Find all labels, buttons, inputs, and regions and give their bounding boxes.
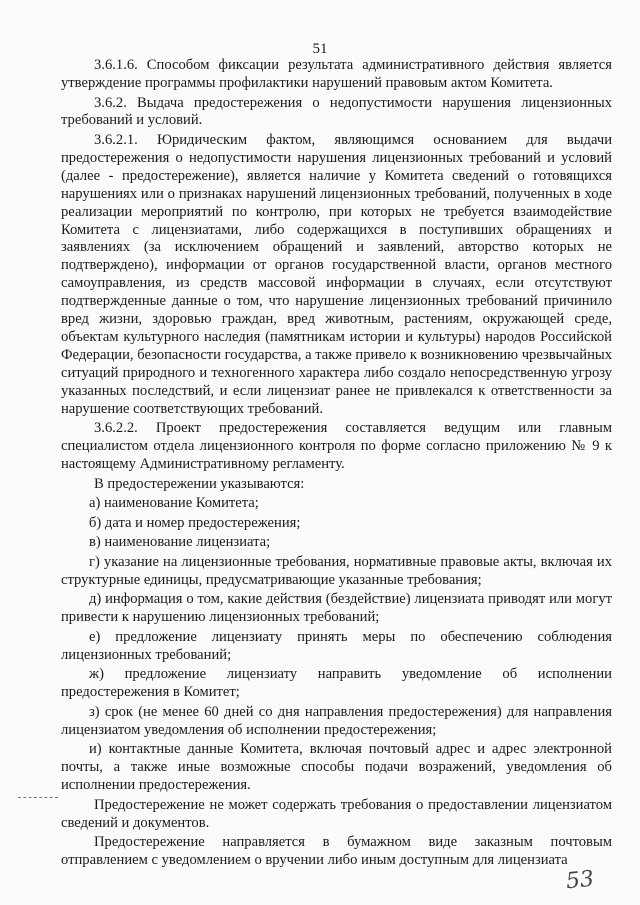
closing-paragraph-restriction: Предостережение не может содержать требования о предоставлении лицензиатом сведений и документов. bbox=[61, 796, 612, 831]
handwritten-page-number: 53 bbox=[564, 866, 596, 895]
list-item-zh: ж) предложение лицензиату направить уведомление об исполнении предостережения в Комитет; bbox=[61, 666, 612, 701]
paragraph-3-6-2: 3.6.2. Выдача предостережения о недопустимости нарушения лицензионных требований и условий. bbox=[61, 94, 612, 129]
margin-dash-mark bbox=[18, 797, 58, 798]
list-item-b: б) дата и номер предостережения; bbox=[89, 514, 301, 531]
list-item-a: а) наименование Комитета; bbox=[89, 495, 259, 512]
list-item-d: д) информация о том, какие действия (бездействие) лицензиата приводят или могут привести к нарушению лицензионных требований; bbox=[61, 591, 612, 626]
list-intro: В предостережении указываются: bbox=[94, 475, 305, 492]
list-item-e: е) предложение лицензиату принять меры по обеспечению соблюдения лицензионных требований; bbox=[61, 628, 612, 663]
list-item-z: з) срок (не менее 60 дней со дня направления предостережения) для направления лицензиатом уведомления об исполнении предостережения; bbox=[61, 703, 612, 738]
list-item-i: и) контактные данные Комитета, включая почтовый адрес и адрес электронной почты, а также иные возможные способы подачи возражений, уведомления об исполнении предостережения. bbox=[61, 741, 612, 794]
paragraph-3-6-1-6: 3.6.1.6. Способом фиксации результата административного действия является утверждение программы профилактики нарушений правовым актом Комитета. bbox=[61, 57, 612, 91]
list-item-g: г) указание на лицензионные требования, нормативные правовые акты, включая их структурные единицы, предусматривающие указанные требования; bbox=[61, 553, 612, 588]
paragraph-3-6-2-2: 3.6.2.2. Проект предостережения составляется ведущим или главным специалистом отдела лицензионного контроля по форме согласно приложению № 9 к настоящему Административному регламенту. bbox=[61, 420, 612, 472]
document-body bbox=[61, 57, 612, 872]
closing-paragraph-delivery: Предостережение направляется в бумажном виде заказным почтовым отправлением с уведомлением о вручении либо иным доступным для лицензиата bbox=[61, 834, 612, 869]
list-item-v: в) наименование лицензиата; bbox=[89, 534, 271, 551]
page-number: 51 bbox=[312, 41, 328, 57]
paragraph-3-6-2-1: 3.6.2.1. Юридическим фактом, являющимся основанием для выдачи предостережения о недопустимости нарушения лицензионных требований и условий (далее - предостережение), является наличие у Комитета сведений о готовящихся нарушениях или о признаках нарушений лицензионных требований, полученных в ходе реализации мероприятий по контролю, при которых не требуется взаимодействие Комитета с лицензиатами, либо содержащихся в поступивших обращениях и заявлениях (за исключением обращений и заявлений, авторство которых не подтверждено), информации от органов государственной власти, органов местного самоуправления, из средств массовой информации в случаях, если отсутствуют подтвержденные данные о том, что нарушение лицензионных требований причинило вред жизни, здоровью граждан, вред животным, растениям, окружающей среде, объектам культурного наследия (памятникам истории и культуры) народов Российской Федерации, безопасности государства, а также привело к возникновению чрезвычайных ситуаций природного и техногенного характера либо создало непосредственную угрозу указанных последствий, и если лицензиат ранее не привлекался к ответственности за нарушение соответствующих требований. bbox=[61, 132, 612, 417]
